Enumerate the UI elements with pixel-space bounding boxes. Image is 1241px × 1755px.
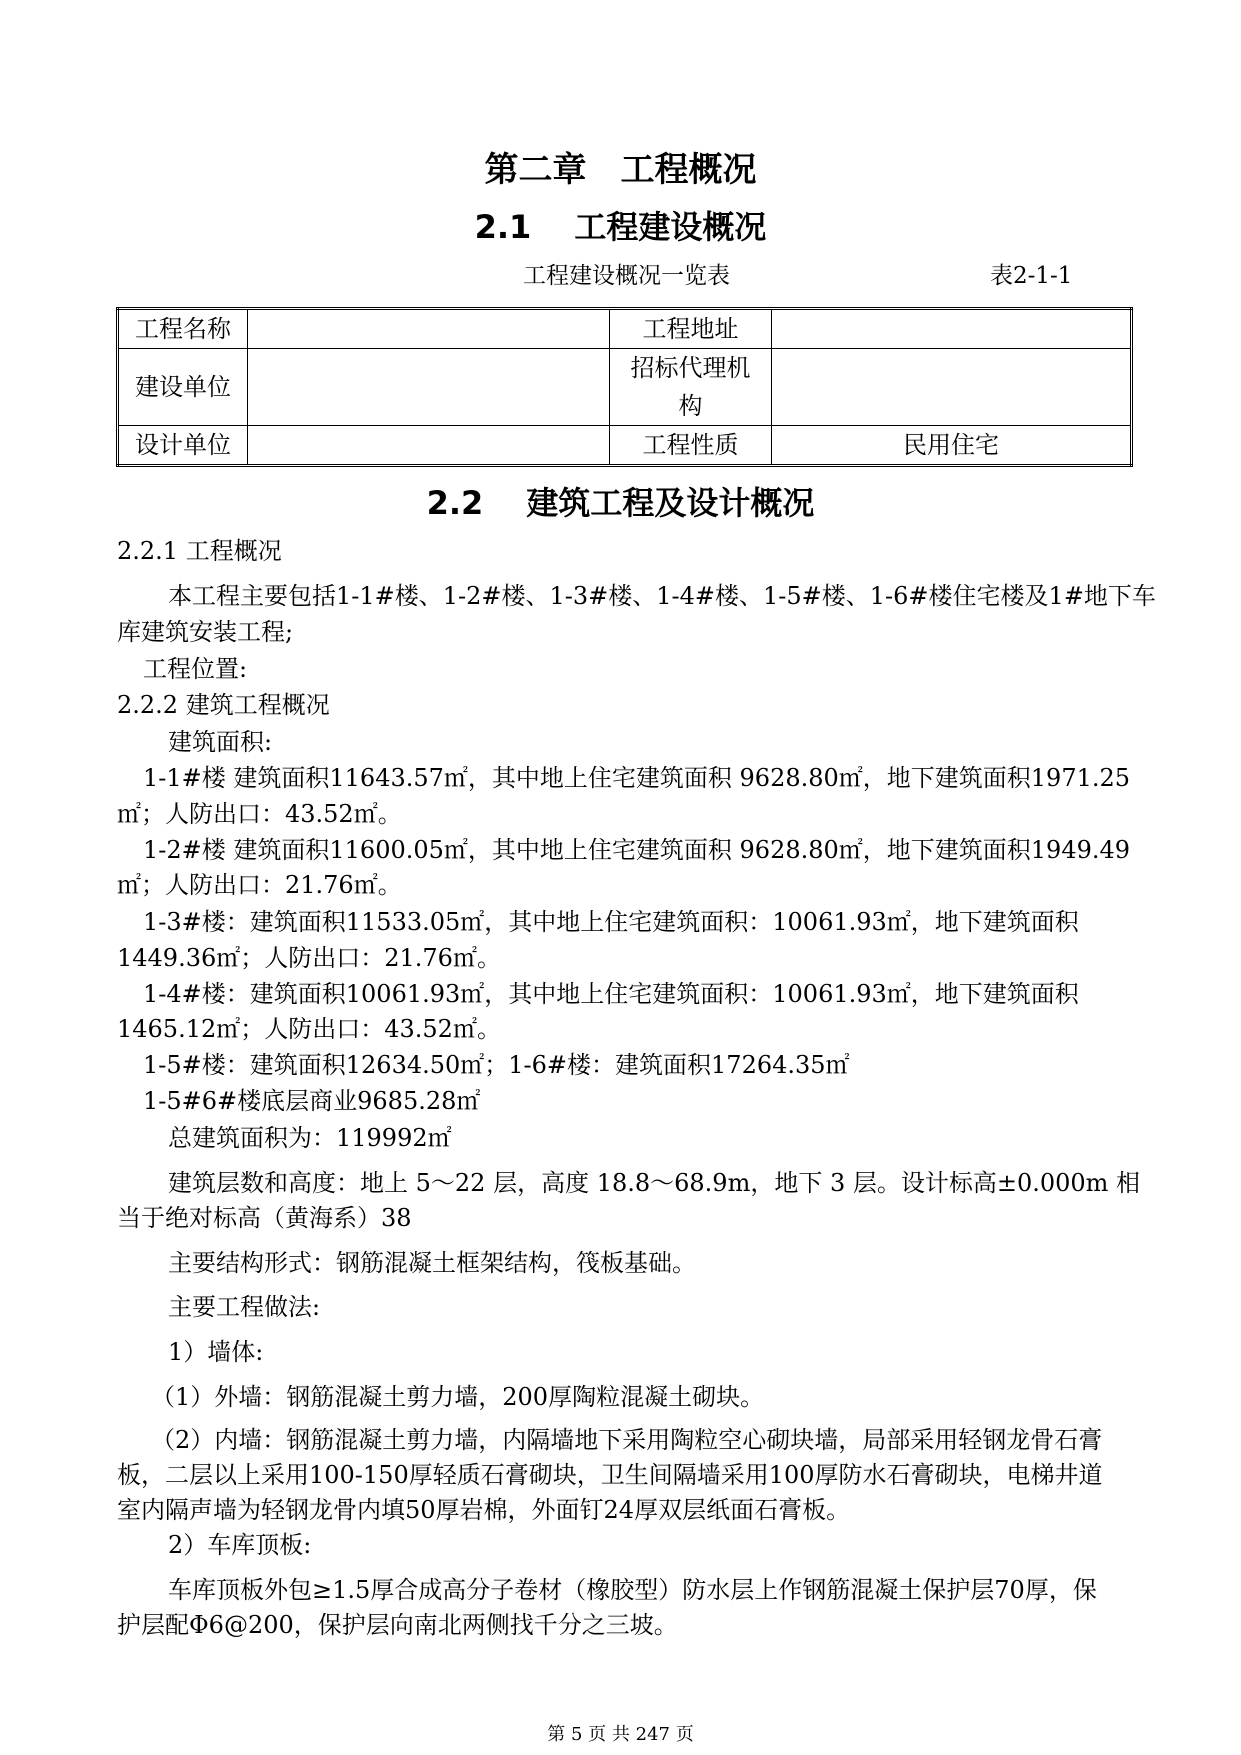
section-title-2-2: 2.2 建筑工程及设计概况 xyxy=(426,484,815,522)
table-cell: 工程性质 xyxy=(610,426,772,466)
paragraph-line: ㎡；人防出口：43.52㎡。 xyxy=(117,800,402,828)
chapter-title: 第二章 工程概况 xyxy=(484,150,757,190)
table-cell: 设计单位 xyxy=(118,426,248,466)
section-title-2-1: 2.1 工程建设概况 xyxy=(474,208,767,246)
table-cell xyxy=(772,309,1132,349)
table-row xyxy=(118,426,1132,466)
table-row xyxy=(118,349,1132,426)
table-caption: 工程建设概况一览表 xyxy=(523,263,730,289)
paragraph-line: ㎡；人防出口：21.76㎡。 xyxy=(117,871,402,899)
project-info-table xyxy=(116,307,1133,467)
paragraph-line: 建筑面积: xyxy=(168,728,273,756)
paragraph-line: 建筑层数和高度：地上 5～22 层，高度 18.8～68.9m，地下 3 层。设计标高±0.000m 相 xyxy=(168,1169,1141,1197)
paragraph-line: 本工程主要包括1-1#楼、1-2#楼、1-3#楼、1-4#楼、1-5#楼、1-6#楼住宅楼及1#地下车 xyxy=(168,582,1156,610)
paragraph-line: 工程位置: xyxy=(143,655,248,683)
paragraph-line: 1449.36㎡；人防出口：21.76㎡。 xyxy=(117,944,501,972)
paragraph-line: 1-3#楼：建筑面积11533.05㎡，其中地上住宅建筑面积：10061.93㎡，地下建筑面积 xyxy=(143,908,1079,936)
table-cell xyxy=(248,309,610,349)
subsection-heading: 2.2.1 工程概况 xyxy=(117,537,282,565)
paragraph-line: 1-5#6#楼底层商业9685.28㎡ xyxy=(143,1087,481,1115)
paragraph-line: 板，二层以上采用100-150厚轻质石膏砌块，卫生间隔墙采用100厚防水石膏砌块，电梯井道 xyxy=(117,1461,1103,1489)
table-cell: 工程地址 xyxy=(610,309,772,349)
paragraph-line: 2）车库顶板: xyxy=(168,1531,312,1559)
table-cell: 工程名称 xyxy=(118,309,248,349)
paragraph-line: 车库顶板外包≥1.5厚合成高分子卷材（橡胶型）防水层上作钢筋混凝土保护层70厚，保 xyxy=(168,1576,1097,1604)
subsection-heading: 2.2.2 建筑工程概况 xyxy=(117,691,330,719)
table-cell xyxy=(248,349,610,426)
paragraph-line: 1-2#楼 建筑面积11600.05㎡，其中地上住宅建筑面积 9628.80㎡，地下建筑面积1949.49 xyxy=(143,836,1131,864)
paragraph-line: 1）墙体: xyxy=(168,1338,264,1366)
paragraph-line: 库建筑安装工程; xyxy=(117,618,294,646)
paragraph-line: 主要结构形式：钢筋混凝土框架结构，筏板基础。 xyxy=(168,1249,696,1277)
paragraph-line: 护层配Φ6@200，保护层向南北两侧找千分之三坡。 xyxy=(117,1611,678,1639)
table-cell xyxy=(248,426,610,466)
paragraph-line: 1-1#楼 建筑面积11643.57㎡，其中地上住宅建筑面积 9628.80㎡，地下建筑面积1971.25 xyxy=(143,764,1131,792)
paragraph-line: （1）外墙：钢筋混凝土剪力墙，200厚陶粒混凝土砌块。 xyxy=(151,1383,765,1411)
paragraph-line: 总建筑面积为：119992㎡ xyxy=(168,1124,452,1152)
table-cell xyxy=(772,349,1132,426)
table-cell: 民用住宅 xyxy=(772,426,1132,466)
paragraph-line: 1-4#楼：建筑面积10061.93㎡，其中地上住宅建筑面积：10061.93㎡，地下建筑面积 xyxy=(143,980,1079,1008)
table-cell: 建设单位 xyxy=(118,349,248,426)
paragraph-line: （2）内墙：钢筋混凝土剪力墙，内隔墙地下采用陶粒空心砌块墙，局部采用轻钢龙骨石膏 xyxy=(151,1426,1103,1454)
paragraph-line: 1465.12㎡；人防出口：43.52㎡。 xyxy=(117,1015,501,1043)
paragraph-line: 当于绝对标高（黄海系）38 xyxy=(117,1204,412,1232)
paragraph-line: 室内隔声墙为轻钢龙骨内填50厚岩棉，外面钉24厚双层纸面石膏板。 xyxy=(117,1496,851,1524)
page-footer: 第 5 页 共 247 页 xyxy=(547,1724,694,1745)
paragraph-line: 1-5#楼：建筑面积12634.50㎡；1-6#楼：建筑面积17264.35㎡ xyxy=(143,1051,850,1079)
table-cell: 招标代理机构 xyxy=(610,349,772,426)
table-number: 表2-1-1 xyxy=(990,263,1073,289)
table-row xyxy=(118,309,1132,349)
paragraph-line: 主要工程做法: xyxy=(168,1293,321,1321)
